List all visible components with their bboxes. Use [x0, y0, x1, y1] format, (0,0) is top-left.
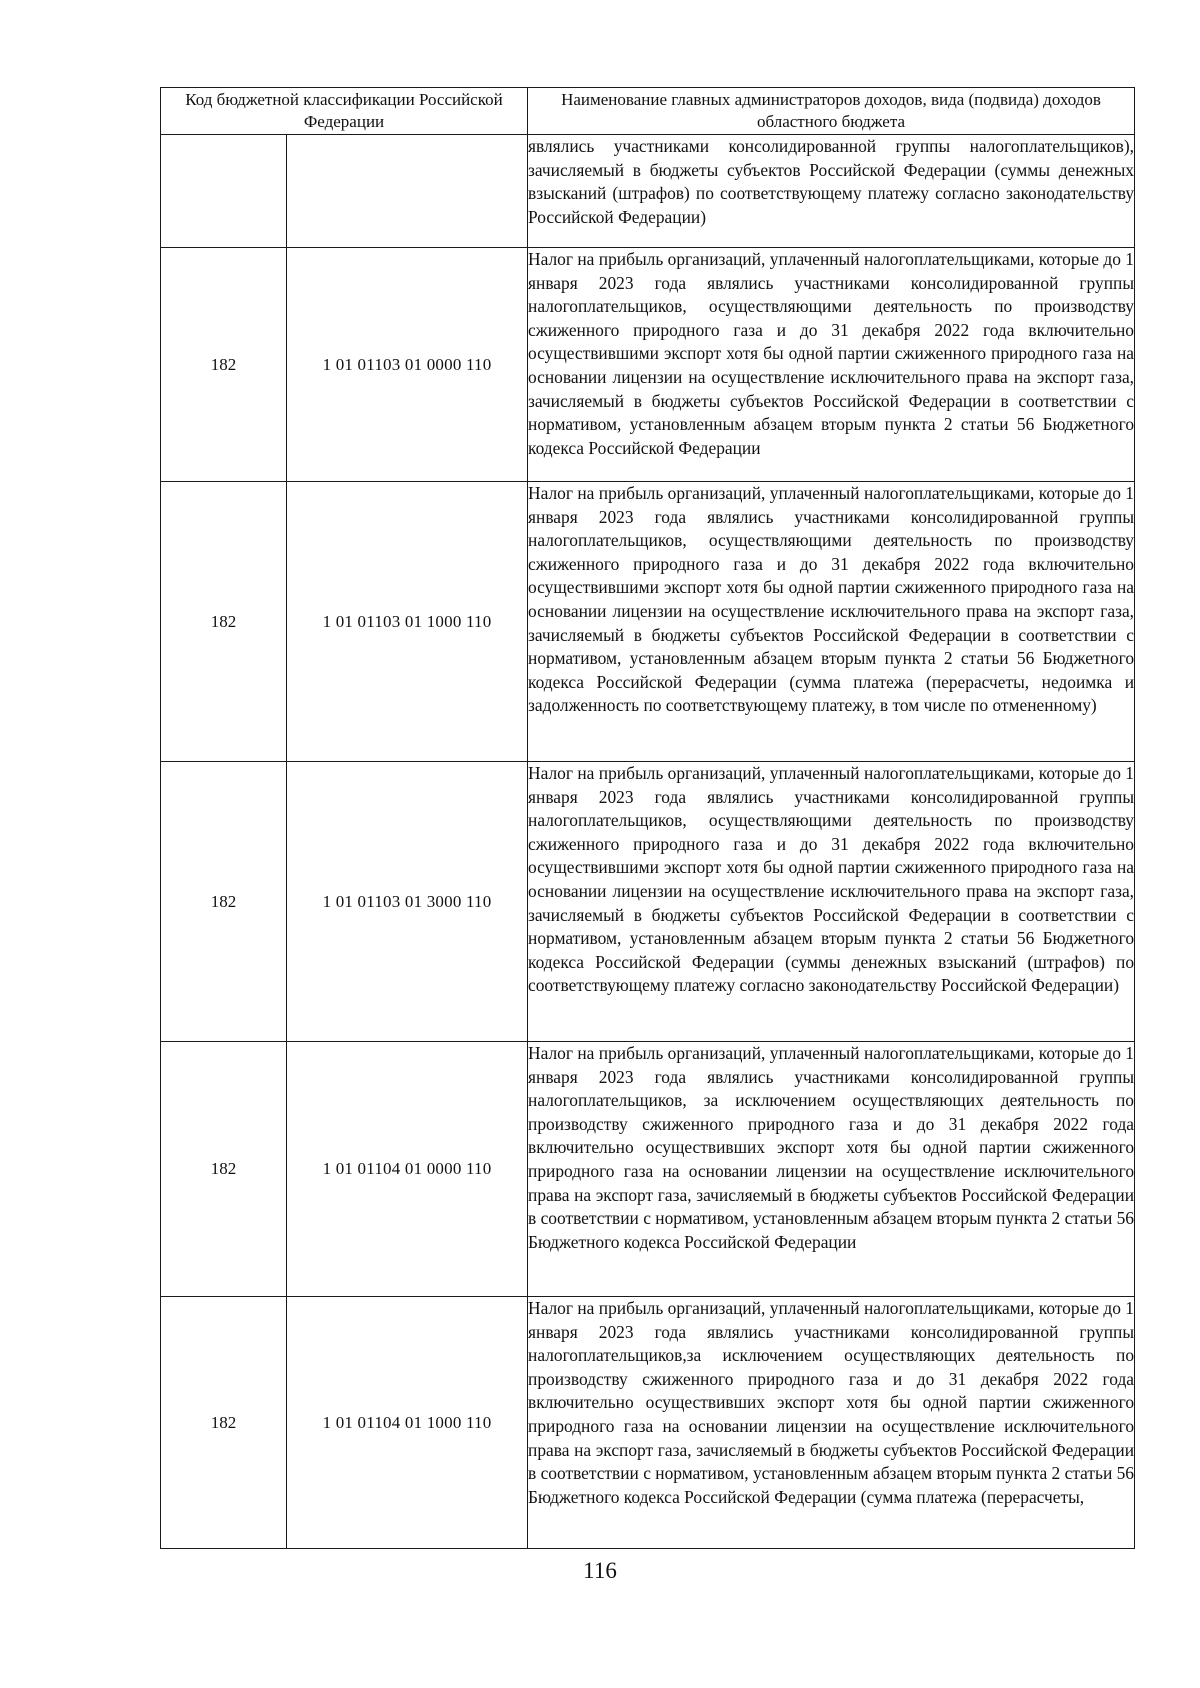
- table-row: [161, 762, 1135, 1042]
- budget-code-cell: [287, 135, 528, 248]
- revenue-name-cell: Налог на прибыль организаций, уплаченный налогоплательщиками, которые до 1 января 2023 года являлись участниками консолидированной группы налогоплательщиков,за исключением осуществляющих деятельность по производству сжиженного природного газа и до 31 декабря 2022 года включительно осуществивших экспорт хотя бы одной партии сжиженного природного газа на основании лицензии на осуществление исключительного права на экспорт газа, зачисляемый в бюджеты субъектов Российской Федерации в соответствии с нормативом, установленным абзацем вторым пункта 2 статьи 56 Бюджетного кодекса Российской Федерации (сумма платежа (перерасчеты,: [528, 1297, 1135, 1549]
- header-name-column: Наименование главных администраторов доходов, вида (подвида) доходов областного бюджета: [528, 88, 1135, 135]
- budget-code-cell: 1 01 01103 01 1000 110: [287, 482, 528, 762]
- revenue-name-cell: Налог на прибыль организаций, уплаченный налогоплательщиками, которые до 1 января 2023 года являлись участниками консолидированной группы налогоплательщиков, осуществляющими деятельность по производству сжиженного природного газа и до 31 декабря 2022 года включительно осуществившими экспорт хотя бы одной партии сжиженного природного газа на основании лицензии на осуществление исключительного права на экспорт газа, зачисляемый в бюджеты субъектов Российской Федерации в соответствии с нормативом, установленным абзацем вторым пункта 2 статьи 56 Бюджетного кодекса Российской Федерации (сумма платежа (перерасчеты, недоимка и задолженность по соответствующему платежу, в том числе по отмененному): [528, 482, 1135, 762]
- revenue-name-cell: Налог на прибыль организаций, уплаченный налогоплательщиками, которые до 1 января 2023 года являлись участниками консолидированной группы налогоплательщиков, осуществляющими деятельность по производству сжиженного природного газа и до 31 декабря 2022 года включительно осуществившими экспорт хотя бы одной партии сжиженного природного газа на основании лицензии на осуществление исключительного права на экспорт газа, зачисляемый в бюджеты субъектов Российской Федерации в соответствии с нормативом, установленным абзацем вторым пункта 2 статьи 56 Бюджетного кодекса Российской Федерации (суммы денежных взысканий (штрафов) по соответствующему платежу согласно законодательству Российской Федерации): [528, 762, 1135, 1042]
- revenue-name-cell: являлись участниками консолидированной группы налогоплательщиков), зачисляемый в бюджеты субъектов Российской Федерации (суммы денежных взысканий (штрафов) по соответствующему платежу согласно законодательству Российской Федерации): [528, 135, 1135, 248]
- budget-code-cell: 1 01 01103 01 3000 110: [287, 762, 528, 1042]
- page-number: 116: [583, 1558, 617, 1583]
- budget-code-cell: 1 01 01104 01 0000 110: [287, 1042, 528, 1297]
- revenue-classification-table: [160, 87, 1135, 1549]
- admin-code-cell: [161, 135, 287, 248]
- revenue-name-cell: Налог на прибыль организаций, уплаченный налогоплательщиками, которые до 1 января 2023 года являлись участниками консолидированной группы налогоплательщиков, за исключением осуществляющих деятельность по производству сжиженного природного газа и до 31 декабря 2022 года включительно осуществивших экспорт хотя бы одной партии сжиженного природного газа на основании лицензии на осуществление исключительного права на экспорт газа, зачисляемый в бюджеты субъектов Российской Федерации в соответствии с нормативом, установленным абзацем вторым пункта 2 статьи 56 Бюджетного кодекса Российской Федерации: [528, 1042, 1135, 1297]
- table-row: [161, 248, 1135, 482]
- budget-code-cell: 1 01 01103 01 0000 110: [287, 248, 528, 482]
- table-row: [161, 1297, 1135, 1549]
- header-code-column: Код бюджетной классификации Российской Федерации: [161, 88, 528, 135]
- table-row: [161, 482, 1135, 762]
- table-row: [161, 1042, 1135, 1297]
- budget-code-cell: 1 01 01104 01 1000 110: [287, 1297, 528, 1549]
- admin-code-cell: 182: [161, 1042, 287, 1297]
- admin-code-cell: 182: [161, 762, 287, 1042]
- revenue-name-cell: Налог на прибыль организаций, уплаченный налогоплательщиками, которые до 1 января 2023 года являлись участниками консолидированной группы налогоплательщиков, осуществляющими деятельность по производству сжиженного природного газа и до 31 декабря 2022 года включительно осуществившими экспорт хотя бы одной партии сжиженного природного газа на основании лицензии на осуществление исключительного права на экспорт газа, зачисляемый в бюджеты субъектов Российской Федерации в соответствии с нормативом, установленным абзацем вторым пункта 2 статьи 56 Бюджетного кодекса Российской Федерации: [528, 248, 1135, 482]
- admin-code-cell: 182: [161, 248, 287, 482]
- admin-code-cell: 182: [161, 482, 287, 762]
- admin-code-cell: 182: [161, 1297, 287, 1549]
- table-header-row: [161, 88, 1135, 135]
- table-row: [161, 135, 1135, 248]
